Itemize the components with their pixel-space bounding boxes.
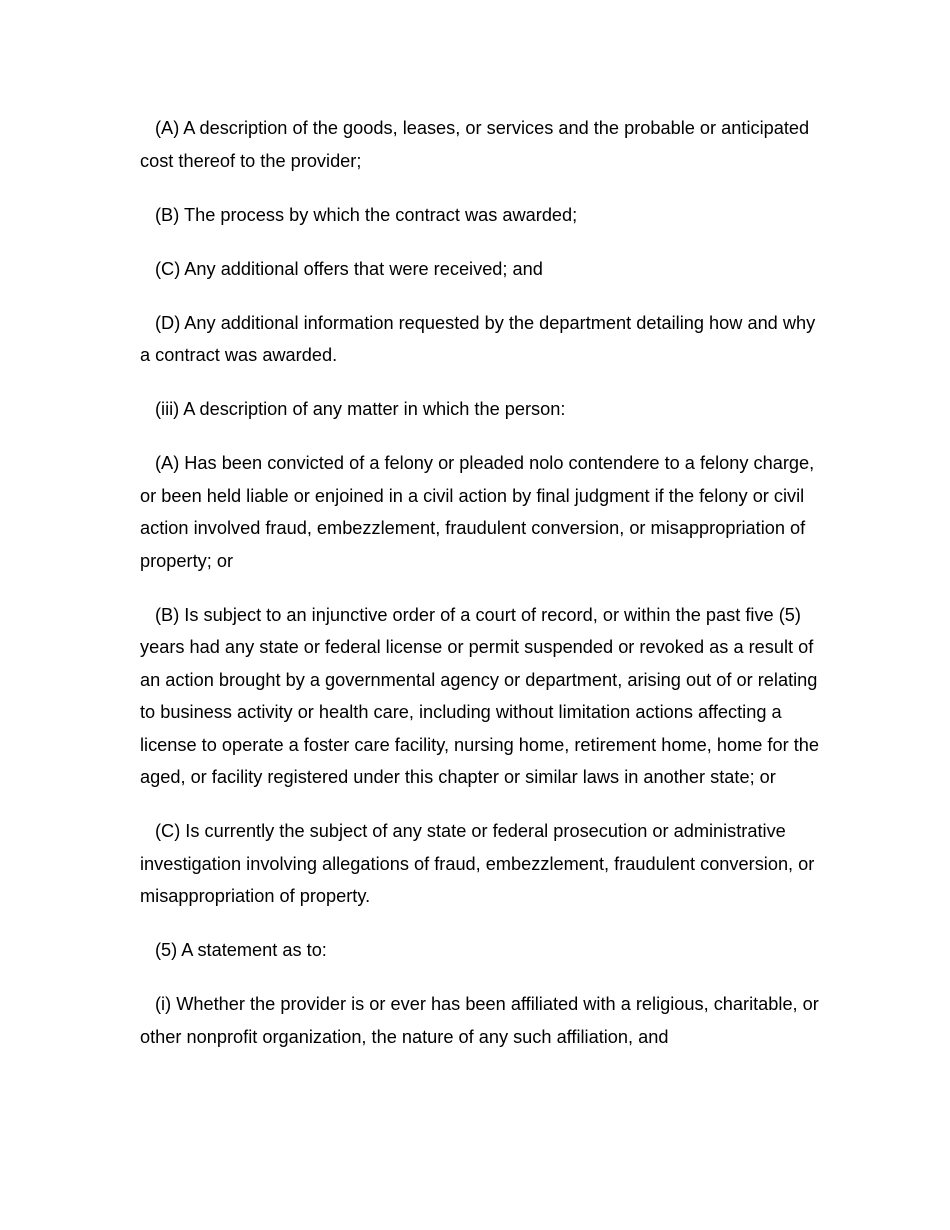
paragraph-D-additional-information: (D) Any additional information requested by the department detailing how and why a contract was awarded. <box>140 312 816 365</box>
paragraph-B-injunctive-order: (B) Is subject to an injunctive order of a court of record, or within the past five (5) years had any state or federal license or permit suspended or revoked as a result of an action brought by a governmental agency or department, arising out of or relating to business activity or health care, including without limitation actions affecting a license to operate a foster care facility, nursing home, retirement home, home for the aged, or facility registered under this chapter or similar laws in another state; or <box>140 604 819 787</box>
document-page <box>140 112 820 1075</box>
paragraph-iii-matter-description: (iii) A description of any matter in which the person: <box>155 399 566 419</box>
paragraph-B-award-process: (B) The process by which the contract was awarded; <box>155 204 578 225</box>
paragraph-5-statement: (5) A statement as to: <box>155 940 327 960</box>
paragraph-C-additional-offers: (C) Any additional offers that were received; and <box>155 258 543 279</box>
paragraph-i-affiliation: (i) Whether the provider is or ever has been affiliated with a religious, charitable, or other nonprofit organization, the nature of any such affiliation, and <box>140 994 819 1047</box>
paragraph-A-goods-description: (A) A description of the goods, leases, or services and the probable or anticipated cost thereof to the provider; <box>140 118 810 171</box>
paragraph-A-felony-conviction: (A) Has been convicted of a felony or pleaded nolo contendere to a felony charge, or been held liable or enjoined in a civil action by final judgment if the felony or civil action involved fraud, embezzlement, fraudulent conversion, or misappropriation of property; or <box>140 453 815 571</box>
paragraph-C-prosecution: (C) Is currently the subject of any state or federal prosecution or administrative investigation involving allegations of fraud, embezzlement, fraudulent conversion, or misappropriation of property. <box>140 821 815 906</box>
